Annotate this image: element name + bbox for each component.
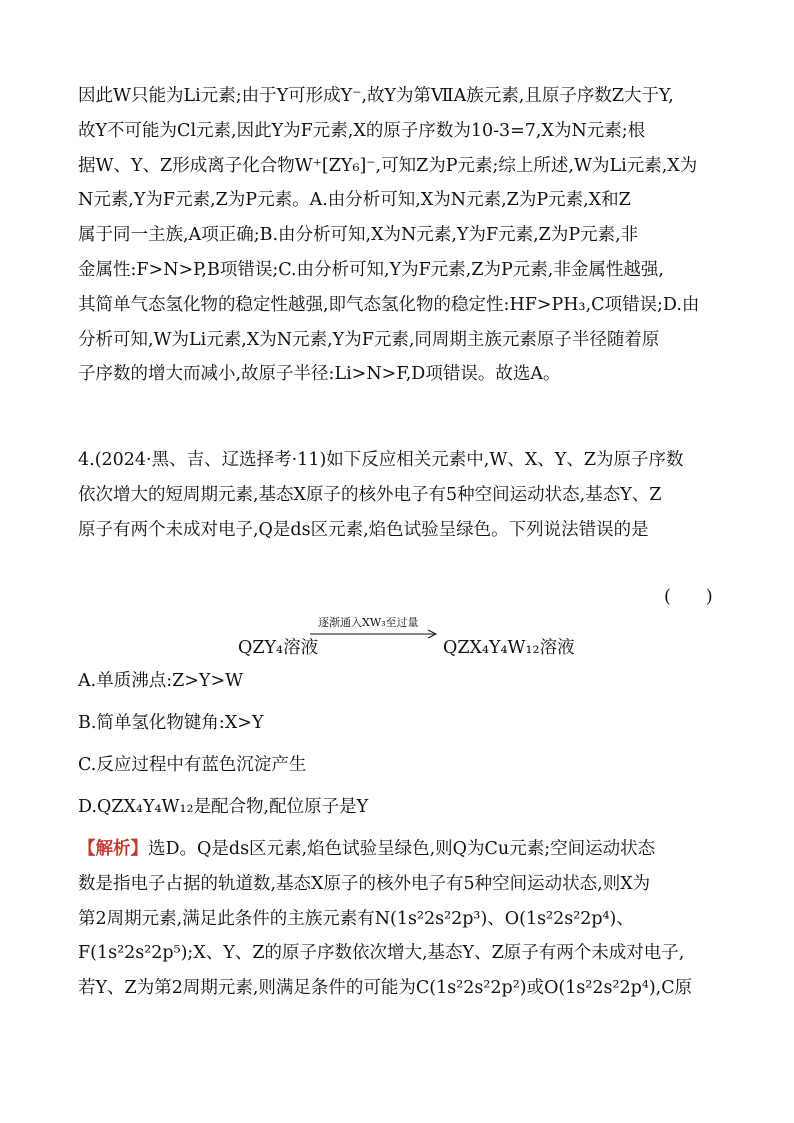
- text-line: F(1s²2s²2p⁵);X、Y、Z的原子序数依次增大,基态Y、Z原子有两个未成对电子,: [78, 943, 685, 964]
- text-line: 第2周期元素,满足此条件的主族元素有N(1s²2s²2p³)、O(1s²2s²2p⁴)、: [78, 908, 634, 929]
- reactant-label: QZY₄溶液: [238, 638, 319, 658]
- option-c: C.反应过程中有蓝色沉淀产生: [78, 755, 307, 775]
- text-line: 原子有两个未成对电子,Q是ds区元素,焰色试验呈绿色。下列说法错误的是: [78, 519, 649, 540]
- text-line: 分析可知,W为Li元素,X为N元素,Y为F元素,同周期主族元素原子半径随着原: [78, 329, 660, 350]
- previous-analysis-paragraph: [78, 79, 720, 392]
- reaction-arrow-icon: [310, 629, 438, 639]
- option-b: B.简单氢化物键角:X>Y: [78, 713, 264, 733]
- question-stem: [78, 443, 720, 547]
- text-line: 据W、Y、Z形成离子化合物W⁺[ZY₆]⁻,可知Z为P元素;综上所述,W为Li元素,X为: [78, 155, 698, 176]
- answer-blank: ( ): [664, 587, 713, 607]
- analysis-paragraph: [78, 832, 720, 1006]
- reaction-scheme: [238, 614, 575, 658]
- text-line: N元素,Y为F元素,Z为P元素。A.由分析可知,X为N元素,Z为P元素,X和Z: [78, 190, 631, 211]
- text-line: 若Y、Z为第2周期元素,则满足条件的可能为C(1s²2s²2p²)或O(1s²2s²2p⁴),C原: [78, 978, 693, 999]
- option-a: A.单质沸点:Z>Y>W: [78, 671, 244, 691]
- text-line: 金属性:F>N>P,B项错误;C.由分析可知,Y为F元素,Z为P元素,非金属性越强,: [78, 259, 664, 280]
- product-label: QZX₄Y₄W₁₂溶液: [443, 638, 575, 658]
- text-line: 子序数的增大而减小,故原子半径:Li>N>F,D项错误。故选A。: [78, 364, 561, 385]
- text-line: 其简单气态氢化物的稳定性越强,即气态氢化物的稳定性:HF>PH₃,C项错误;D.由: [78, 294, 700, 315]
- reaction-condition: 逐渐通入XW₃至过量: [318, 616, 419, 629]
- text-line: [78, 832, 720, 867]
- text-line: 4.(2024·黑、吉、辽选择考·11)如下反应相关元素中,W、X、Y、Z为原子序数: [78, 450, 684, 470]
- option-d: D.QZX₄Y₄W₁₂是配合物,配位原子是Y: [78, 797, 369, 817]
- text-line: 故Y不可能为Cl元素,因此Y为F元素,X的原子序数为10-3=7,X为N元素;根: [78, 120, 646, 141]
- analysis-tag: 【解析】: [78, 839, 148, 859]
- text-line: 因此W只能为Li元素;由于Y可形成Y⁻,故Y为第ⅦA族元素,且原子序数Z大于Y,: [78, 86, 674, 106]
- text-line: 数是指电子占据的轨道数,基态X原子的核外电子有5种空间运动状态,则X为: [78, 873, 651, 894]
- text-line: 属于同一主族,A项正确;B.由分析可知,X为N元素,Y为F元素,Z为P元素,非: [78, 225, 639, 246]
- text-line: 依次增大的短周期元素,基态X原子的核外电子有5种空间运动状态,基态Y、Z: [78, 484, 662, 505]
- analysis-first-line: 选D。Q是ds区元素,焰色试验呈绿色,则Q为Cu元素;空间运动状态: [148, 839, 656, 859]
